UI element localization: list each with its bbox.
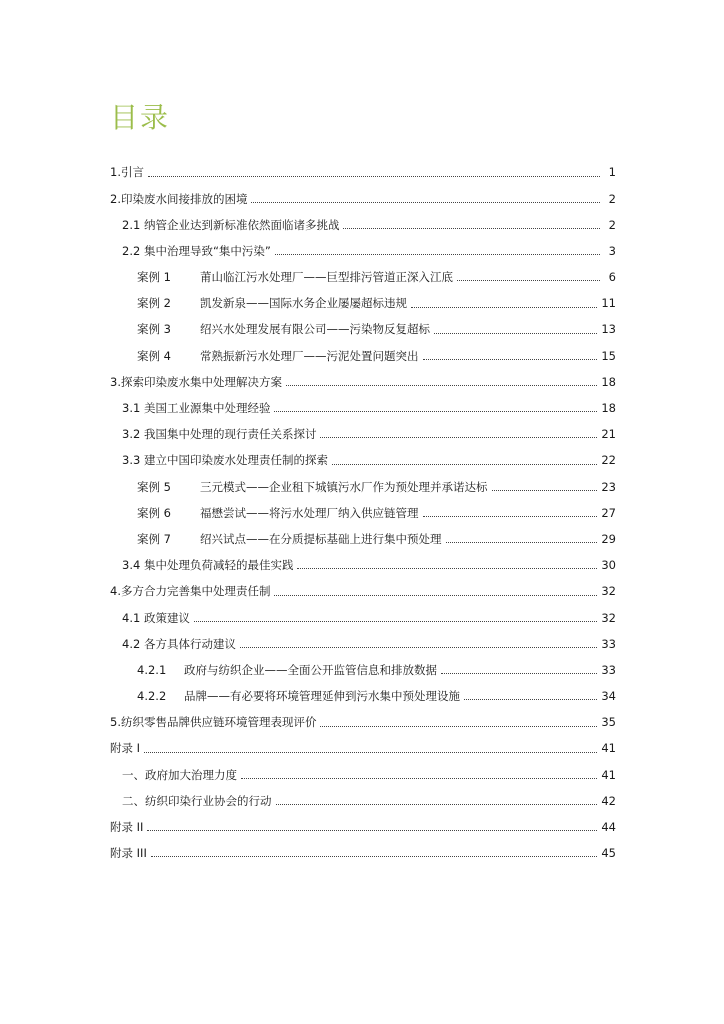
toc-entry-title: 4.多方合力完善集中处理责任制 bbox=[110, 584, 271, 599]
toc-entry-title: 品牌——有必要将环境管理延伸到污水集中预处理设施 bbox=[184, 689, 460, 704]
dot-leader bbox=[241, 778, 597, 779]
toc-page-number: 33 bbox=[601, 636, 616, 651]
toc-entry[interactable] bbox=[110, 317, 616, 343]
toc-page-number: 2 bbox=[608, 191, 616, 206]
toc-page-number: 35 bbox=[601, 715, 616, 730]
dot-leader bbox=[148, 176, 600, 177]
toc-entry-title: 二、纺织印染行业协会的行动 bbox=[122, 793, 272, 808]
toc-page-number: 11 bbox=[601, 296, 616, 311]
toc-entry-title: 一、政府加大治理力度 bbox=[122, 767, 237, 782]
toc-entry[interactable] bbox=[110, 422, 616, 448]
toc-entry-title: 莆山临江污水处理厂——巨型排污管道正深入江底 bbox=[200, 270, 453, 285]
toc-entry[interactable] bbox=[110, 658, 616, 684]
toc-page-number: 6 bbox=[608, 270, 616, 285]
toc-page-number: 18 bbox=[601, 401, 616, 416]
dot-leader bbox=[464, 699, 597, 700]
dot-leader bbox=[320, 437, 597, 438]
toc-entry-title: 三元模式——企业租下城镇污水厂作为预处理并承诺达标 bbox=[200, 479, 488, 494]
toc-entry-title: 4.1 政策建议 bbox=[122, 610, 190, 625]
toc-entry-title: 3.3 建立中国印染废水处理责任制的探索 bbox=[122, 453, 328, 468]
toc-page-number: 29 bbox=[601, 531, 616, 546]
dot-leader bbox=[297, 568, 597, 569]
dot-leader bbox=[194, 621, 597, 622]
toc-entry-label: 案例 7 bbox=[137, 531, 171, 546]
toc-entry[interactable] bbox=[110, 631, 616, 657]
toc-entry-label: 案例 6 bbox=[137, 505, 171, 520]
dot-leader bbox=[332, 464, 597, 465]
toc-entry-title: 3.4 集中处理负荷减轻的最佳实践 bbox=[122, 558, 294, 573]
toc-entry[interactable] bbox=[110, 500, 616, 526]
dot-leader bbox=[151, 856, 598, 857]
toc-entry[interactable] bbox=[110, 448, 616, 474]
toc-page-number: 23 bbox=[601, 479, 616, 494]
toc-entry-title: 1.引言 bbox=[110, 165, 144, 180]
toc-entry-title: 3.2 我国集中处理的现行责任关系探讨 bbox=[122, 427, 317, 442]
toc-page-number: 13 bbox=[601, 322, 616, 337]
toc-entry-title: 2.印染废水间接排放的困境 bbox=[110, 191, 248, 206]
toc-entry-title: 附录 III bbox=[110, 846, 147, 861]
toc-page-number: 42 bbox=[601, 793, 616, 808]
toc-page-number: 41 bbox=[601, 741, 616, 756]
toc-entry-title: 凯发新泉——国际水务企业屡屡超标违规 bbox=[200, 296, 407, 311]
dot-leader bbox=[320, 726, 597, 727]
toc-entry[interactable] bbox=[110, 527, 616, 553]
dot-leader bbox=[251, 202, 600, 203]
dot-leader bbox=[457, 280, 600, 281]
toc-entry[interactable] bbox=[110, 605, 616, 631]
toc-entry-label: 案例 4 bbox=[137, 348, 171, 363]
toc-page-number: 15 bbox=[601, 348, 616, 363]
toc-entry[interactable] bbox=[110, 160, 616, 186]
toc-page-number: 27 bbox=[601, 505, 616, 520]
toc-entry-label: 案例 5 bbox=[137, 479, 171, 494]
toc-entry-title: 绍兴水处理发展有限公司——污染物反复超标 bbox=[200, 322, 430, 337]
toc-entry-title: 2.2 集中治理导致“集中污染” bbox=[122, 243, 271, 258]
toc-entry[interactable] bbox=[110, 710, 616, 736]
dot-leader bbox=[423, 516, 598, 517]
toc-entry-title: 5.纺织零售品牌供应链环境管理表现评价 bbox=[110, 715, 317, 730]
dot-leader bbox=[240, 647, 597, 648]
toc-entry[interactable] bbox=[110, 579, 616, 605]
toc-entry-title: 常熟振新污水处理厂——污泥处置问题突出 bbox=[200, 348, 419, 363]
dot-leader bbox=[441, 673, 597, 674]
toc-entry[interactable] bbox=[110, 265, 616, 291]
toc-entry[interactable] bbox=[110, 396, 616, 422]
toc-entry-label: 案例 3 bbox=[137, 322, 171, 337]
toc-page-number: 18 bbox=[601, 374, 616, 389]
toc-entry[interactable] bbox=[110, 736, 616, 762]
toc-entry[interactable] bbox=[110, 343, 616, 369]
toc-entry[interactable] bbox=[110, 212, 616, 238]
toc-page-number: 44 bbox=[601, 820, 616, 835]
toc-entry-title: 绍兴试点——在分质提标基础上进行集中预处理 bbox=[200, 531, 442, 546]
dot-leader bbox=[492, 490, 598, 491]
dot-leader bbox=[274, 411, 597, 412]
dot-leader bbox=[423, 359, 598, 360]
toc-entry-title: 3.探索印染废水集中处理解决方案 bbox=[110, 374, 282, 389]
toc-entry[interactable] bbox=[110, 553, 616, 579]
toc-page-number: 33 bbox=[601, 662, 616, 677]
toc-entry-title: 福懋尝试——将污水处理厂纳入供应链管理 bbox=[200, 505, 419, 520]
toc-page-number: 1 bbox=[608, 165, 616, 180]
page-title: 目录 bbox=[110, 101, 171, 134]
dot-leader bbox=[275, 254, 600, 255]
toc-entry[interactable] bbox=[110, 474, 616, 500]
dot-leader bbox=[286, 385, 597, 386]
toc-entry-title: 4.2 各方具体行动建议 bbox=[122, 636, 236, 651]
toc-entry-label: 案例 1 bbox=[137, 270, 171, 285]
dot-leader bbox=[276, 804, 598, 805]
toc-page-number: 3 bbox=[608, 243, 616, 258]
toc-page-number: 45 bbox=[601, 846, 616, 861]
toc-page-number: 32 bbox=[601, 610, 616, 625]
toc-entry-title: 附录 II bbox=[110, 820, 144, 835]
toc-entry-title: 附录 I bbox=[110, 741, 141, 756]
toc-entry[interactable] bbox=[110, 291, 616, 317]
dot-leader bbox=[446, 542, 598, 543]
toc-page-number: 34 bbox=[601, 689, 616, 704]
table-of-contents bbox=[110, 160, 616, 867]
toc-entry[interactable] bbox=[110, 789, 616, 815]
dot-leader bbox=[144, 752, 597, 753]
toc-entry-title: 政府与纺织企业——全面公开监管信息和排放数据 bbox=[184, 662, 437, 677]
toc-entry[interactable] bbox=[110, 684, 616, 710]
toc-entry-label: 4.2.2 bbox=[137, 689, 167, 704]
dot-leader bbox=[411, 307, 597, 308]
toc-entry[interactable] bbox=[110, 762, 616, 788]
toc-page-number: 41 bbox=[601, 767, 616, 782]
toc-entry[interactable] bbox=[110, 815, 616, 841]
toc-entry[interactable] bbox=[110, 841, 616, 867]
toc-entry[interactable] bbox=[110, 239, 616, 265]
dot-leader bbox=[274, 595, 597, 596]
toc-entry-title: 3.1 美国工业源集中处理经验 bbox=[122, 401, 271, 416]
toc-entry[interactable] bbox=[110, 186, 616, 212]
toc-entry[interactable] bbox=[110, 370, 616, 396]
toc-entry-label: 案例 2 bbox=[137, 296, 171, 311]
toc-page-number: 2 bbox=[608, 217, 616, 232]
toc-entry-title: 2.1 纳管企业达到新标准依然面临诸多挑战 bbox=[122, 217, 340, 232]
toc-page-number: 22 bbox=[601, 453, 616, 468]
toc-page-number: 30 bbox=[601, 558, 616, 573]
dot-leader bbox=[434, 333, 597, 334]
toc-entry-label: 4.2.1 bbox=[137, 662, 167, 677]
toc-page-number: 32 bbox=[601, 584, 616, 599]
toc-page-number: 21 bbox=[601, 427, 616, 442]
dot-leader bbox=[343, 228, 600, 229]
dot-leader bbox=[147, 830, 597, 831]
